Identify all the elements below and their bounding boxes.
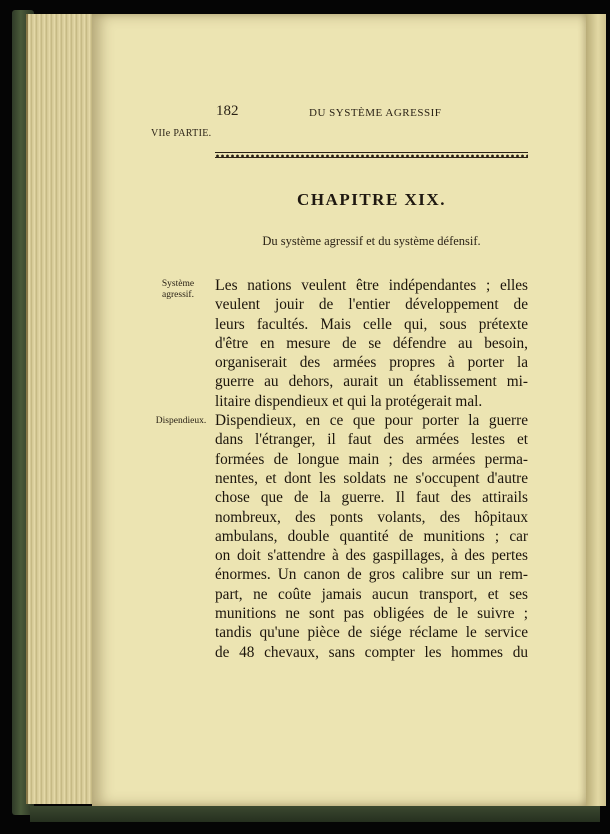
text-line: leurs facultés. Mais celle qui, sous prétexte [215, 315, 528, 333]
book-binding-bottom [30, 806, 600, 822]
page-edges [26, 14, 98, 804]
page-number: 182 [216, 103, 239, 119]
running-title: DU SYSTÈME AGRESSIF [309, 107, 442, 119]
text-line: tandis qu'une pièce de siége réclame le service [215, 624, 528, 642]
page-header [213, 103, 548, 125]
chapter-subtitle: Du système agressif et du système défensif. [262, 234, 481, 248]
text-line: énormes. Un canon de gros calibre sur un rem- [215, 566, 528, 584]
text-line: nentes, et dont les soldats ne s'occupent d'autre [215, 469, 528, 487]
margin-note-systeme-agressif: Système agressif. [161, 279, 195, 300]
text-line: munitions ne sont pas obligées de le suivre ; [215, 605, 528, 623]
text-line: Dispendieux, en ce que pour porter la guerre [215, 412, 528, 430]
part-label: VIIe PARTIE. [151, 128, 212, 139]
text-line: guerre au dehors, aurait un établissement mi- [215, 373, 528, 391]
text-line: part, ne coûte jamais aucun transport, et ses [215, 585, 528, 603]
text-line: on doit s'attendre à des gaspillages, à des pertes [215, 547, 528, 565]
text-line: de 48 chevaux, sans compter les hommes du [215, 643, 528, 661]
text-line: veulent jouir de l'entier développement de [215, 296, 528, 314]
text-line: nombreux, des ponts volants, des hôpitaux [215, 508, 528, 526]
text-line: dans l'étranger, il faut des armées lestes et [215, 431, 528, 449]
text-line: chose que de la guerre. Il faut des attirails [215, 489, 528, 507]
text-line: organiserait des armées propres à porter la [215, 354, 528, 372]
ornamental-rule [215, 152, 528, 158]
body-text [215, 276, 528, 662]
text-line: formées de longue main ; des armées perma- [215, 450, 528, 468]
margin-note-dispendieux: Dispendieux. [155, 416, 207, 426]
text-line: ambulans, double quantité de munitions ; car [215, 527, 528, 545]
facing-page-edge [586, 14, 606, 806]
chapter-title: CHAPITRE XIX. [297, 190, 446, 209]
text-line: d'être en mesure de se défendre au besoin, [215, 334, 528, 352]
text-line: litaire dispendieux et qui la protégerait mal. [215, 392, 483, 410]
text-line: Les nations veulent être indépendantes ; elles [215, 277, 528, 294]
